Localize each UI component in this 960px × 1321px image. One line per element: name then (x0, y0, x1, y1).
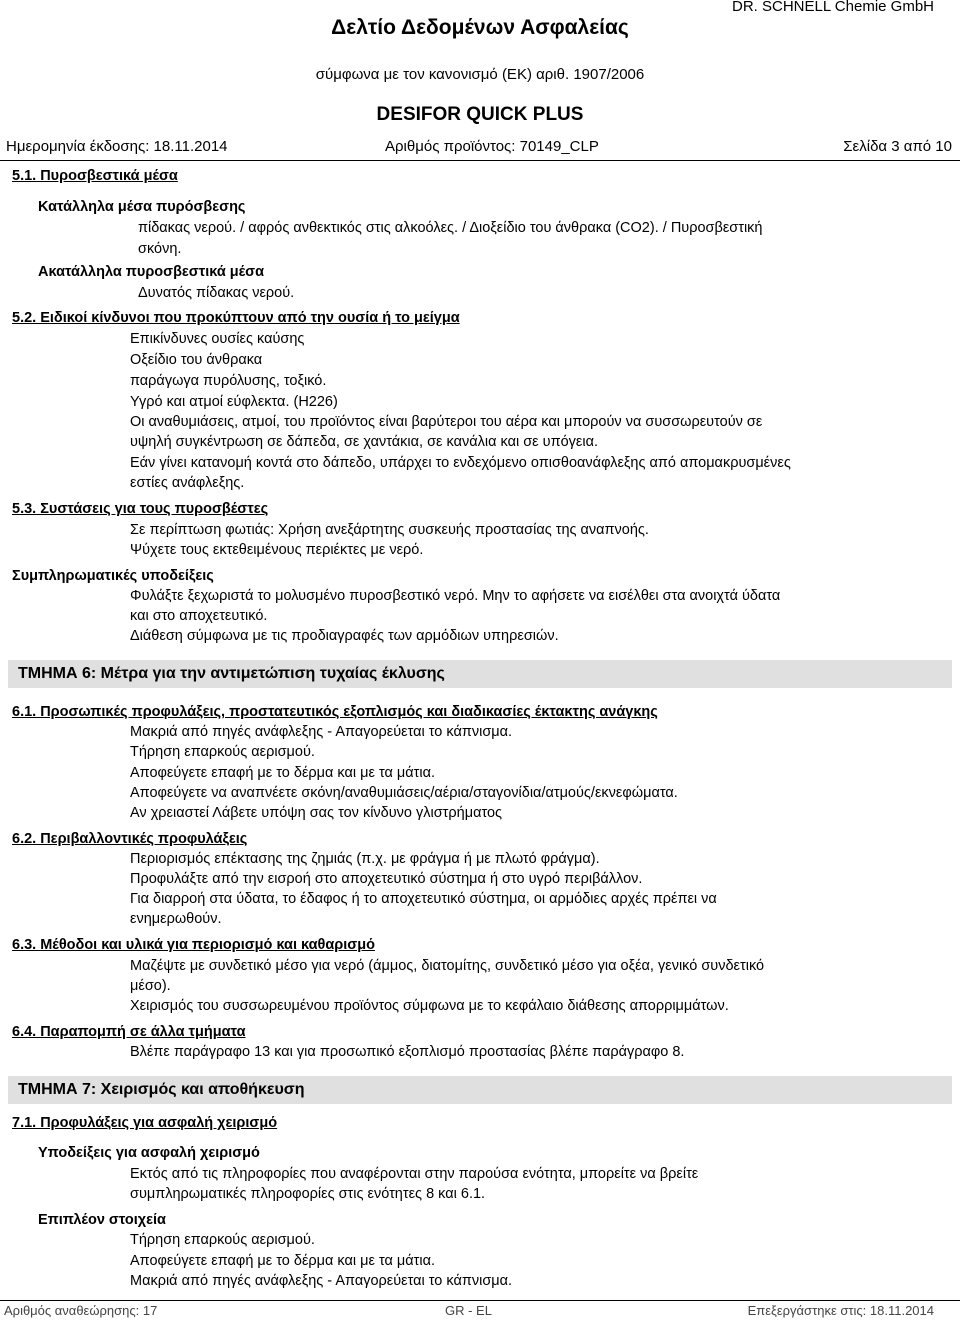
supplementary-line: Διάθεση σύμφωνα με τις προδιαγραφές των αρμόδιων υπηρεσιών. (130, 628, 559, 644)
s6-2-line: ενημερωθούν. (130, 911, 222, 927)
s5-2-line: Οι αναθυμιάσεις, ατμοί, του προϊόντος είναι βαρύτεροι του αέρα και μπορούν να συσσωρευτούν σε (130, 414, 763, 430)
footer-divider (0, 1300, 960, 1301)
s5-2-heading: 5.2. Ειδικοί κίνδυνοι που προκύπτουν από την ουσία ή το μείγμα (12, 310, 460, 326)
processed-date: Επεξεργάστηκε στις: 18.11.2014 (747, 1303, 934, 1318)
additional-info-label: Επιπλέον στοιχεία (38, 1212, 166, 1228)
s6-2-line: Προφυλάξτε από την εισροή στο αποχετευτικό σύστημα ή στο υγρό περιβάλλον. (130, 871, 643, 887)
s6-1-line: Αποφεύγετε να αναπνέετε σκόνη/αναθυμιάσεις/αέρια/σταγονίδια/ατμούς/εκνεφώματα. (130, 785, 678, 801)
s5-2-line: Επικίνδυνες ουσίες καύσης (130, 331, 305, 347)
unsuitable-media-label: Ακατάλληλα πυροσβεστικά μέσα (38, 264, 265, 280)
document-title: Δελτίο Δεδομένων Ασφαλείας (331, 16, 629, 39)
additional-info-line: Μακριά από πηγές ανάφλεξης - Απαγορεύεται το κάπνισμα. (130, 1273, 513, 1289)
s6-2-heading: 6.2. Περιβαλλοντικές προφυλάξεις (12, 831, 248, 847)
revision-number: Αριθμός αναθεώρησης: 17 (4, 1303, 158, 1318)
s5-3-heading: 5.3. Συστάσεις για τους πυροσβέστες (12, 501, 269, 517)
safe-handling-label: Υποδείξεις για ασφαλή χειρισμό (38, 1145, 260, 1161)
s5-3-line: Σε περίπτωση φωτιάς: Χρήση ανεξάρτητης συσκευής προστασίας της αναπνοής. (130, 522, 649, 538)
s6-2-line: Για διαρροή στα ύδατα, το έδαφος ή το αποχετευτικό σύστημα, οι αρμόδιες αρχές πρέπει να (130, 891, 717, 907)
safe-handling-line: συμπληρωματικές πληροφορίες στις ενότητες 8 και 6.1. (130, 1186, 486, 1202)
supplementary-line: Φυλάξτε ξεχωριστά το μολυσμένο πυροσβεστικό νερό. Μην το αφήσετε να εισέλθει στα ανοιχτά ύδατα (130, 588, 781, 604)
additional-info-line: Τήρηση επαρκούς αερισμού. (130, 1232, 315, 1248)
supplementary-line: και στο αποχετευτικό. (130, 608, 268, 624)
s5-1-heading: 5.1. Πυροσβεστικά μέσα (12, 168, 178, 184)
s6-3-heading: 6.3. Μέθοδοι και υλικά για περιορισμό και καθαρισμό (12, 937, 375, 953)
s5-2-line: Υγρό και ατμοί εύφλεκτα. (H226) (130, 394, 338, 410)
s6-1-heading: 6.1. Προσωπικές προφυλάξεις, προστατευτικός εξοπλισμός και διαδικασίες έκτακτης ανάγκης (12, 704, 658, 720)
s5-2-line: Οξείδιο του άνθρακα (130, 352, 263, 368)
s5-2-line: Εάν γίνει κατανομή κοντά στο δάπεδο, υπάρχει το ενδεχόμενο οπισθοανάφλεξης από απομακρυσμένες (130, 455, 791, 471)
s6-2-line: Περιορισμός επέκτασης της ζημιάς (π.χ. με φράγμα ή με πλωτό φράγμα). (130, 851, 600, 867)
s7-1-heading: 7.1. Προφυλάξεις για ασφαλή χειρισμό (12, 1115, 278, 1131)
s6-3-line: Χειρισμός του συσσωρευμένου προϊόντος σύμφωνα με το κεφάλαιο διάθεσης απορριμμάτων. (130, 998, 729, 1014)
unsuitable-media-line-1: Δυνατός πίδακας νερού. (138, 285, 295, 301)
issue-date: Ημερομηνία έκδοσης: 18.11.2014 (6, 138, 228, 155)
s6-1-line: Αποφεύγετε επαφή με το δέρμα και με τα μάτια. (130, 765, 436, 781)
additional-info-line: Αποφεύγετε επαφή με το δέρμα και με τα μάτια. (130, 1253, 436, 1269)
product-name: DESIFOR QUICK PLUS (376, 104, 584, 125)
language-code: GR - EL (445, 1303, 492, 1318)
suitable-media-line-1: πίδακας νερού. / αφρός ανθεκτικός στις αλκοόλες. / Διοξείδιο του άνθρακα (CO2). / Πυροσβεστική (138, 220, 763, 236)
s6-4-line: Βλέπε παράγραφο 13 και για προσωπικό εξοπλισμό προστασίας βλέπε παράγραφο 8. (130, 1044, 685, 1060)
regulation-line: σύμφωνα με τον κανονισμό (ΕΚ) αριθ. 1907/2006 (315, 66, 645, 83)
s6-4-heading: 6.4. Παραπομπή σε άλλα τμήματα (12, 1024, 246, 1040)
section-6-banner: ΤΜΗΜΑ 6: Μέτρα για την αντιμετώπιση τυχαίας έκλυσης (8, 660, 952, 688)
supplementary-heading: Συμπληρωματικές υποδείξεις (12, 568, 214, 584)
s5-2-line: εστίες ανάφλεξης. (130, 475, 245, 491)
s6-1-line: Τήρηση επαρκούς αερισμού. (130, 744, 315, 760)
s6-3-line: Μαζέψτε με συνδετικό μέσο για νερό (άμμος, διατομίτης, συνδετικό μέσο για οξέα, γενικό συνδετικό (130, 958, 765, 974)
suitable-media-line-2: σκόνη. (138, 241, 182, 257)
s6-1-line: Μακριά από πηγές ανάφλεξης - Απαγορεύεται το κάπνισμα. (130, 724, 513, 740)
company-name: DR. SCHNELL Chemie GmbH (732, 0, 934, 15)
s6-1-line: Αν χρειαστεί Λάβετε υπόψη σας τον κίνδυνο γλιστρήματος (130, 805, 503, 821)
product-number: Αριθμός προϊόντος: 70149_CLP (385, 138, 599, 155)
s5-2-line: παράγωγα πυρόλυσης, τοξικό. (130, 373, 327, 389)
suitable-media-label: Κατάλληλα μέσα πυρόσβεσης (38, 199, 246, 215)
section-7-banner: ΤΜΗΜΑ 7: Χειρισμός και αποθήκευση (8, 1076, 952, 1104)
s5-3-line: Ψύχετε τους εκτεθειμένους περιέκτες με νερό. (130, 542, 424, 558)
header-divider (0, 160, 960, 161)
s5-2-line: υψηλή συγκέντρωση σε δάπεδα, σε χαντάκια, σε κανάλια και σε υπόγεια. (130, 434, 599, 450)
s6-3-line: μέσο). (130, 978, 171, 994)
safe-handling-line: Εκτός από τις πληροφορίες που αναφέρονται στην παρούσα ενότητα, μπορείτε να βρείτε (130, 1166, 699, 1182)
page-number: Σελίδα 3 από 10 (843, 138, 952, 155)
